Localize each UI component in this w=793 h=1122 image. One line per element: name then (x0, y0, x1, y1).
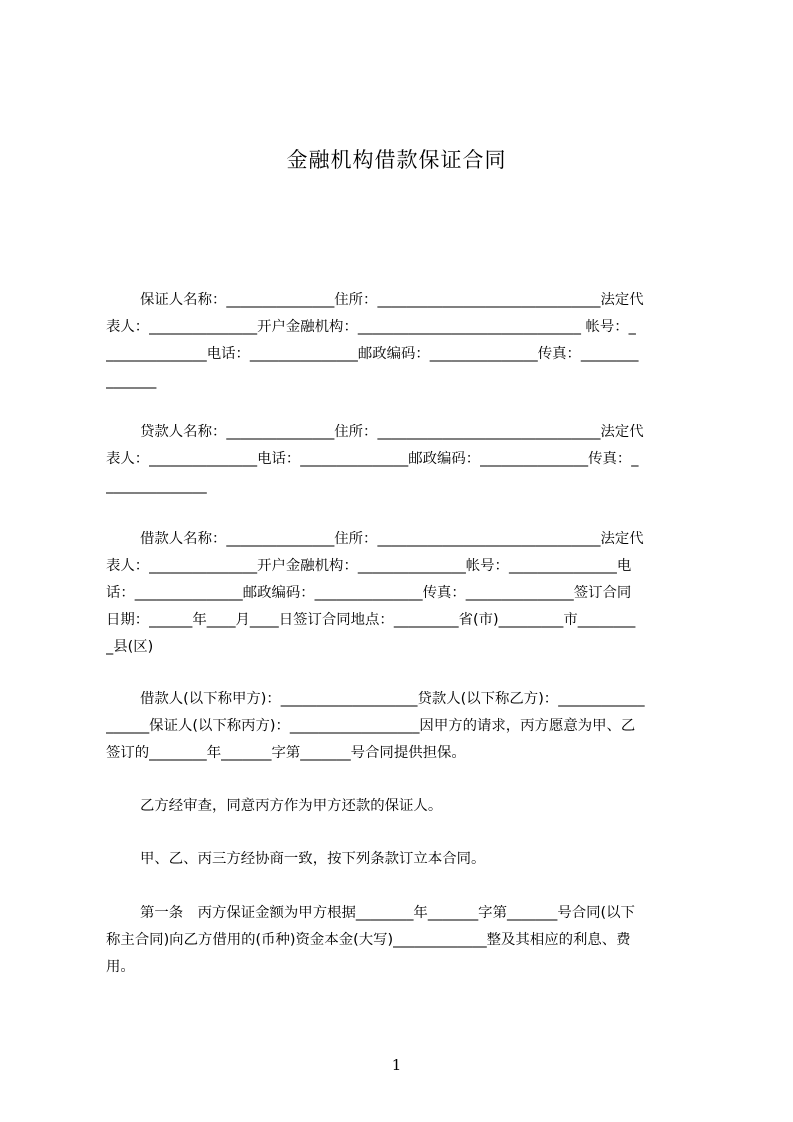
review-paragraph (106, 793, 700, 820)
text-line: 表人：_______________开户金融机构：_______________帐号：_______________电 (106, 558, 632, 574)
text-line: 保证人名称：_______________住所：_______________________________法定代 (140, 292, 644, 308)
text-line: 签订的________年_______字第_______号合同提供担保。 (106, 745, 466, 761)
text-line: ______________电话：_______________邮政编码：_______________传真：________ (106, 346, 639, 362)
text-line: 借款人名称：_______________住所：_______________________________法定代 (140, 531, 644, 547)
text-line: 称主合同)向乙方借用的(币种)资金本金(大写)_____________整及其相应的利息、费 (106, 932, 631, 948)
text-line: _县(区) (106, 639, 154, 655)
text-line: 话：_______________邮政编码：_______________传真：_______________签订合同 (106, 585, 632, 601)
text-line: 第一条 丙方保证金额为甲方根据________年_______字第_______号合同(以下 (140, 905, 635, 921)
lender-info-paragraph (106, 419, 700, 500)
page-number: 1 (391, 1056, 402, 1074)
text-line: 表人：_______________电话：_______________邮政编码：_______________传真：_ (106, 451, 639, 467)
text-line: 表人：_______________开户金融机构：_______________________________ 帐号：_ (106, 319, 636, 335)
text-line: 乙方经审查，同意丙方作为甲方还款的保证人。 (140, 798, 443, 814)
text-line: 贷款人名称：_______________住所：_______________________________法定代 (140, 424, 644, 440)
text-line: 用。 (106, 959, 135, 975)
text-line: 甲、乙、丙三方经协商一致，按下列条款订立本合同。 (140, 851, 486, 867)
parties-paragraph (106, 686, 700, 767)
agreement-paragraph (106, 846, 700, 873)
text-line: _______ (106, 373, 157, 389)
guarantor-info-paragraph (106, 287, 700, 395)
text-line: 借款人(以下称甲方)：___________________贷款人(以下称乙方)：____________ (140, 691, 645, 707)
text-line: 日期：______年____月____日签订合同地点：_________省(市)_________市________ (106, 612, 636, 628)
article-1-paragraph (106, 900, 700, 981)
text-line: ______保证人(以下称丙方)：__________________因甲方的请求，丙方愿意为甲、乙 (106, 718, 636, 734)
text-line: ______________ (106, 478, 207, 494)
page-title: 金融机构借款保证合同 (286, 148, 507, 172)
borrower-info-paragraph (106, 526, 700, 661)
